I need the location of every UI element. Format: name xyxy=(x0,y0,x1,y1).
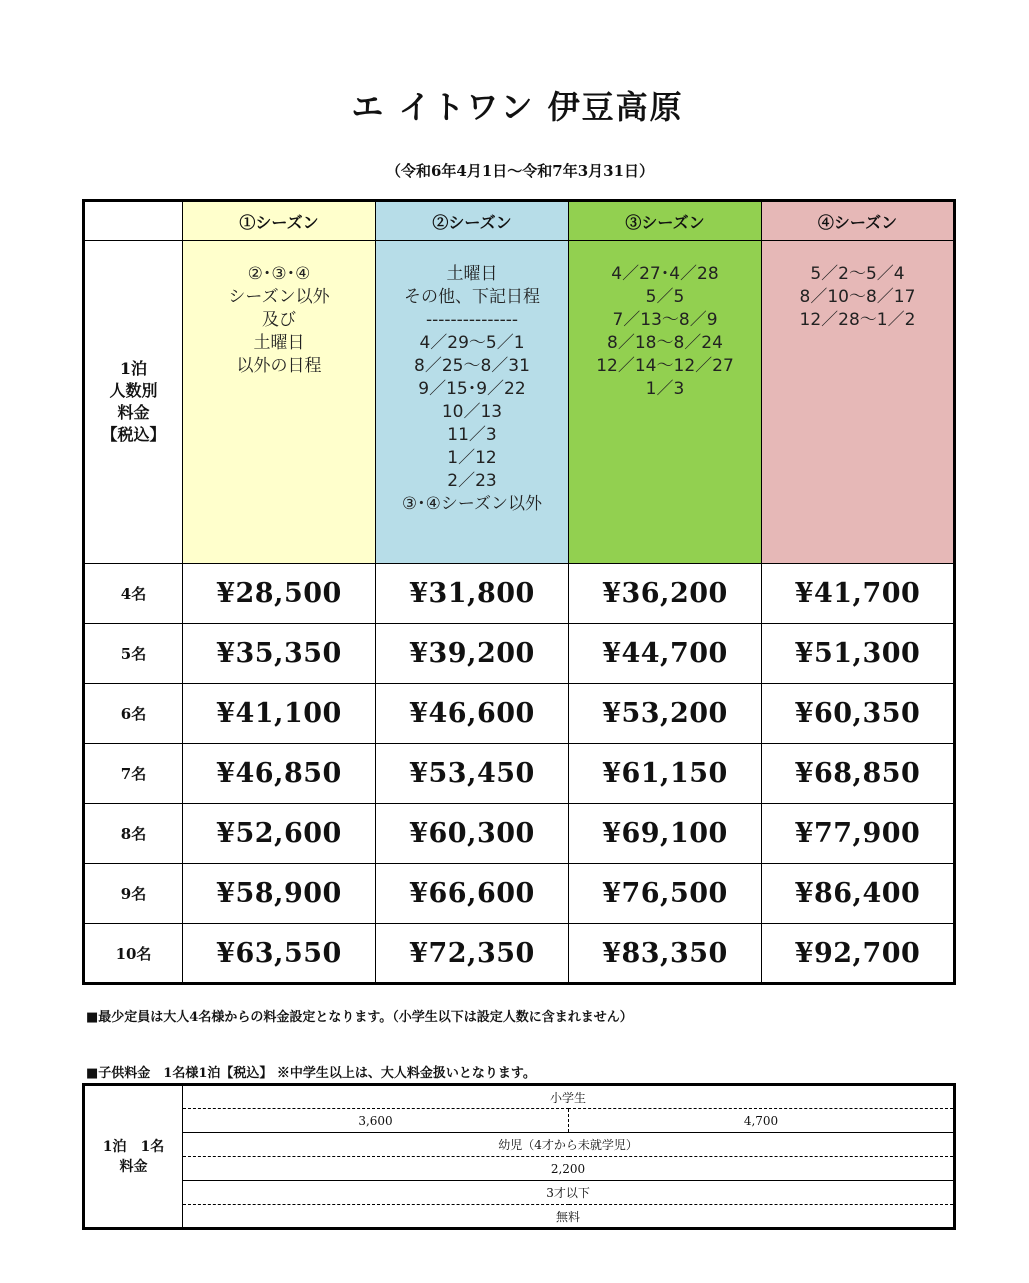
price-table xyxy=(82,199,956,985)
child-rate-heading: ■子供料金 1名様1泊【税込】 ※中学生以上は、大人料金扱いとなります。 xyxy=(86,1066,536,1081)
corner-cell xyxy=(84,201,183,241)
toddler-label: 3才以下 xyxy=(183,1181,955,1205)
price-cell: ¥51,300 xyxy=(762,624,955,684)
price-row-8 xyxy=(84,804,955,864)
price-cell: ¥66,600 xyxy=(376,864,569,924)
toddler-price-row xyxy=(84,1205,955,1229)
child-rate-table xyxy=(82,1083,956,1230)
price-cell: ¥92,700 xyxy=(762,924,955,984)
price-cell: ¥69,100 xyxy=(569,804,762,864)
page-title: エ イトワン 伊豆高原 xyxy=(351,88,684,126)
season-dates-row xyxy=(84,241,955,564)
validity-period: （令和6年4月1日～令和7年3月31日） xyxy=(385,162,655,180)
price-cell: ¥52,600 xyxy=(183,804,376,864)
guest-count: 4名 xyxy=(84,564,183,624)
price-cell: ¥60,350 xyxy=(762,684,955,744)
price-cell: ¥36,200 xyxy=(569,564,762,624)
season-2-dates: 土曜日 その他、下記日程 --------------- 4／29～5／1 8／25～8／31 9／15･9／22 10／13 11／3 1／12 2／23 ③･④シーズン以外 xyxy=(376,241,569,564)
row-label-per-night-rate: 1泊 人数別 料金 【税込】 xyxy=(84,241,183,564)
season-3-dates: 4／27･4／28 5／5 7／13～8／9 8／18～8／24 12／14～12／27 1／3 xyxy=(569,241,762,564)
toddler-label-row xyxy=(84,1181,955,1205)
preschool-label-row xyxy=(84,1133,955,1157)
price-cell: ¥46,600 xyxy=(376,684,569,744)
guest-count: 5名 xyxy=(84,624,183,684)
price-cell: ¥77,900 xyxy=(762,804,955,864)
price-row-7 xyxy=(84,744,955,804)
price-cell: ¥46,850 xyxy=(183,744,376,804)
season-4-header: ④シーズン xyxy=(762,201,955,241)
price-row-10 xyxy=(84,924,955,984)
season-1-header: ①シーズン xyxy=(183,201,376,241)
minimum-occupancy-note: ■最少定員は大人4名様からの料金設定となります。（小学生以下は設定人数に含まれません） xyxy=(86,1010,633,1025)
price-cell: ¥44,700 xyxy=(569,624,762,684)
price-cell: ¥68,850 xyxy=(762,744,955,804)
season-4-dates: 5／2～5／4 8／10～8／17 12／28～1／2 xyxy=(762,241,955,564)
price-cell: ¥63,550 xyxy=(183,924,376,984)
season-header-row xyxy=(84,201,955,241)
price-row-6 xyxy=(84,684,955,744)
preschool-label: 幼児（4才から未就学児） xyxy=(183,1133,955,1157)
price-cell: ¥60,300 xyxy=(376,804,569,864)
price-cell: ¥35,350 xyxy=(183,624,376,684)
price-row-9 xyxy=(84,864,955,924)
guest-count: 10名 xyxy=(84,924,183,984)
elementary-label-row xyxy=(84,1085,955,1109)
elementary-label: 小学生 xyxy=(183,1085,955,1109)
price-cell: ¥76,500 xyxy=(569,864,762,924)
price-cell: ¥83,350 xyxy=(569,924,762,984)
price-cell: ¥41,100 xyxy=(183,684,376,744)
price-cell: ¥41,700 xyxy=(762,564,955,624)
toddler-price: 無料 xyxy=(556,1209,581,1224)
elementary-price-2: 4,700 xyxy=(569,1109,955,1133)
guest-count: 6名 xyxy=(84,684,183,744)
season-3-header: ③シーズン xyxy=(569,201,762,241)
guest-count: 7名 xyxy=(84,744,183,804)
price-cell: ¥86,400 xyxy=(762,864,955,924)
preschool-price-row xyxy=(84,1157,955,1181)
guest-count: 9名 xyxy=(84,864,183,924)
child-row-label: 1泊 1名 料金 xyxy=(84,1085,183,1229)
preschool-price: 2,200 xyxy=(183,1157,955,1181)
guest-count: 8名 xyxy=(84,804,183,864)
elementary-price-row xyxy=(84,1109,955,1133)
elementary-price-1: 3,600 xyxy=(183,1109,569,1133)
price-row-5 xyxy=(84,624,955,684)
price-cell: ¥72,350 xyxy=(376,924,569,984)
price-cell: ¥58,900 xyxy=(183,864,376,924)
season-2-header: ②シーズン xyxy=(376,201,569,241)
price-cell: ¥28,500 xyxy=(183,564,376,624)
price-cell: ¥61,150 xyxy=(569,744,762,804)
price-row-4 xyxy=(84,564,955,624)
price-cell: ¥53,450 xyxy=(376,744,569,804)
season-1-dates: ②･③･④ シーズン以外 及び 土曜日 以外の日程 xyxy=(183,241,376,564)
price-cell: ¥31,800 xyxy=(376,564,569,624)
price-cell: ¥53,200 xyxy=(569,684,762,744)
price-cell: ¥39,200 xyxy=(376,624,569,684)
